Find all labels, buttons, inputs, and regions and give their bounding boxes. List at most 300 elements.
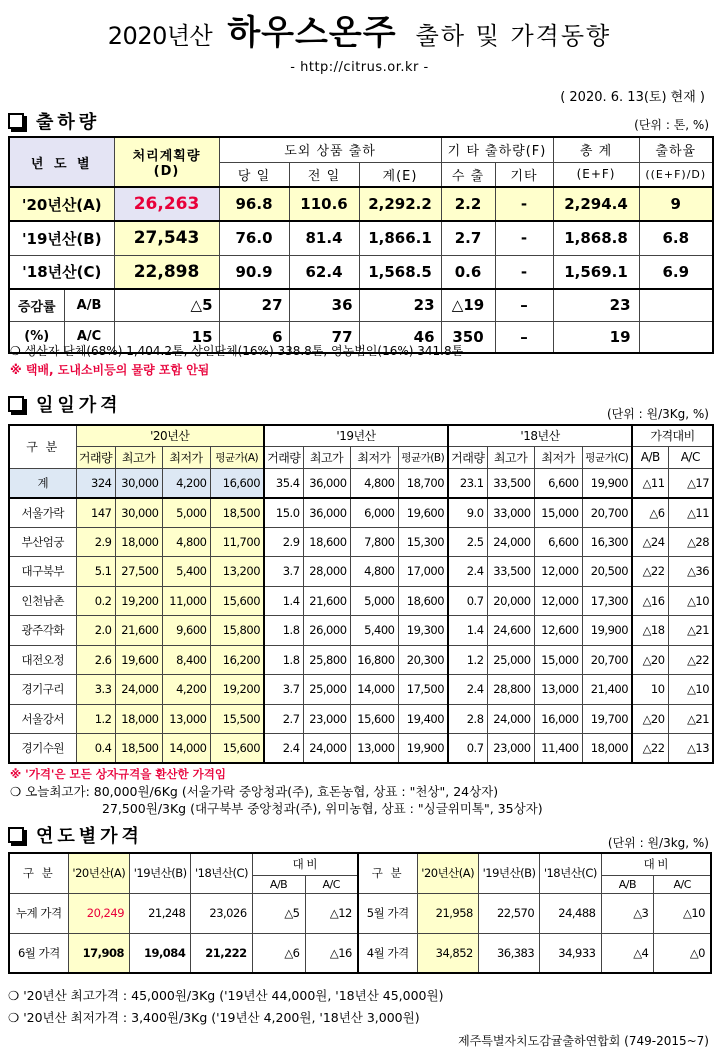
price-cell: 23,000	[487, 734, 534, 764]
yearly-h-a-r: '20년산(A)	[417, 853, 478, 893]
section-shipment-heading	[8, 108, 100, 134]
price-cell: 4,200	[162, 675, 210, 705]
price-cell: 13,000	[162, 704, 210, 734]
price-cell: 2.8	[448, 704, 487, 734]
header-ratio-sub: ((E+F)/D)	[639, 162, 713, 187]
price-cell: 3.7	[264, 557, 303, 587]
price-cell: 147	[76, 498, 115, 528]
yearly-a: 21,958	[417, 893, 478, 933]
price-cell: 15,500	[210, 704, 264, 734]
price-cell: 5,000	[350, 586, 398, 616]
price-cell: 11,700	[210, 527, 264, 557]
price-cell: 19,300	[398, 616, 448, 646]
checkbox-square-icon	[8, 396, 24, 412]
change-total: 23	[553, 289, 639, 321]
yearly-ac-value: △0	[654, 933, 711, 973]
today-high-note	[10, 782, 498, 800]
price-cell: 33,500	[487, 557, 534, 587]
section-title: 일일가격	[36, 395, 122, 416]
yearly-ab-value: △6	[252, 933, 305, 973]
row-export: 0.6	[441, 255, 495, 289]
market-name: 인천남촌	[9, 586, 76, 616]
price-cell: 10	[632, 675, 668, 705]
daily-subheader: A/B	[632, 446, 668, 468]
yearly-row-label: 누계 가격	[9, 893, 68, 933]
market-name: 서울강서	[9, 704, 76, 734]
daily-subheader: 최고가	[487, 446, 534, 468]
price-cell: 15,000	[534, 498, 582, 528]
row-prev: 62.4	[289, 255, 359, 289]
price-cell: 9.0	[448, 498, 487, 528]
circle-bullet-icon: ❍	[8, 1010, 24, 1025]
price-cell: 20,700	[582, 498, 632, 528]
price-cell: 18,600	[303, 527, 350, 557]
price-cell: 9,600	[162, 616, 210, 646]
footer-organization: 제주특별자치도감귤출하연합회 (749-2015~7)	[458, 1034, 709, 1048]
price-cell: 13,000	[534, 675, 582, 705]
price-cell: 2.4	[264, 734, 303, 764]
circle-bullet-icon: ❍	[8, 988, 24, 1003]
price-cell: 11,000	[162, 586, 210, 616]
yearly-h-b-r: '19년산(B)	[478, 853, 539, 893]
price-cell: △20	[632, 704, 668, 734]
daily-subheader: 평균가(C)	[582, 446, 632, 468]
season-low-note	[8, 1008, 420, 1026]
yearly-h-c: '18년산(C)	[191, 853, 252, 893]
change-unit: (%)	[9, 321, 64, 353]
table-row	[9, 704, 713, 734]
price-cell: 15.0	[264, 498, 303, 528]
price-cell: 4,800	[350, 468, 398, 498]
daily-subheader: 최저가	[534, 446, 582, 468]
price-cell: 20,300	[398, 645, 448, 675]
row-today: 76.0	[219, 221, 289, 255]
yearly-b: 21,248	[130, 893, 191, 933]
season-low-text: '20년산 최저가격 : 3,400원/3Kg ('19년산 4,200원, '18년산 3,000원)	[23, 1010, 420, 1025]
page-title	[0, 13, 719, 53]
price-cell: 18,000	[582, 734, 632, 764]
table-row	[9, 468, 713, 498]
price-cell: 5,400	[350, 616, 398, 646]
price-cell: 15,800	[210, 616, 264, 646]
price-cell: 0.2	[76, 586, 115, 616]
price-cell: 15,300	[398, 527, 448, 557]
price-cell: 17,000	[398, 557, 448, 587]
price-cell: △10	[668, 586, 713, 616]
yearly-ab-value: △5	[252, 893, 305, 933]
table-row	[9, 187, 713, 221]
price-cell: 2.9	[76, 527, 115, 557]
season-high-note	[8, 986, 443, 1004]
price-cell: 3.7	[264, 675, 303, 705]
yearly-b: 22,570	[478, 893, 539, 933]
price-cell: 5,000	[162, 498, 210, 528]
yearly-b: 36,383	[478, 933, 539, 973]
price-cell: △21	[668, 616, 713, 646]
section-daily-heading	[8, 391, 122, 417]
unit-label: (단위 : 톤, %)	[634, 118, 709, 132]
yearly-c: 23,026	[191, 893, 252, 933]
yearly-ab-value: △3	[601, 893, 654, 933]
price-cell: 1.8	[264, 645, 303, 675]
price-cell: △36	[668, 557, 713, 587]
price-cell: 2.5	[448, 527, 487, 557]
price-cell: △16	[632, 586, 668, 616]
row-sum: 1,568.5	[359, 255, 441, 289]
price-cell: 16,800	[350, 645, 398, 675]
price-cell: 16,000	[534, 704, 582, 734]
price-cell: 8,400	[162, 645, 210, 675]
table-row	[9, 255, 713, 289]
price-cell: 24,600	[487, 616, 534, 646]
producer-note	[10, 342, 463, 359]
price-cell: 5,400	[162, 557, 210, 587]
price-cell: 6,600	[534, 468, 582, 498]
table-row	[9, 557, 713, 587]
table-row	[9, 675, 713, 705]
yearly-ac: A/C	[305, 875, 358, 893]
row-total: 1,569.1	[553, 255, 639, 289]
yearly-ac-value: △12	[305, 893, 358, 933]
table-row	[9, 616, 713, 646]
row-plan: 26,263	[114, 187, 219, 221]
yearly-row-label: 5월 가격	[358, 893, 417, 933]
price-cell: 33,000	[487, 498, 534, 528]
change-sum: 46	[359, 321, 441, 353]
daily-col-group: 구 분	[9, 425, 76, 468]
price-cell: 14,000	[162, 734, 210, 764]
price-cell: △22	[632, 734, 668, 764]
price-note: ※ '가격'은 모든 상자규격을 환산한 가격임	[10, 767, 226, 781]
price-cell: 20,500	[582, 557, 632, 587]
price-cell: 1.4	[448, 616, 487, 646]
site-url[interactable]: - http://citrus.or.kr -	[290, 60, 429, 75]
table-row	[9, 527, 713, 557]
row-export: 2.7	[441, 221, 495, 255]
yearly-b: 19,084	[130, 933, 191, 973]
checkbox-square-icon	[8, 113, 24, 129]
change-label: 증감률	[9, 289, 64, 321]
row-total: 1,868.8	[553, 221, 639, 255]
header-plan-sub: (D)	[153, 164, 180, 179]
table-row	[9, 933, 711, 973]
header-domestic: 도외 상품 출하	[219, 137, 441, 162]
table-row	[9, 645, 713, 675]
daily-subheader: 최저가	[162, 446, 210, 468]
change-today: 6	[219, 321, 289, 353]
change-export: 350	[441, 321, 495, 353]
daily-year-a: '20년산	[76, 425, 264, 446]
table-row	[9, 586, 713, 616]
price-cell: 36,000	[303, 468, 350, 498]
delivery-note: ※ 택배, 도내소비등의 물량 포함 안됨	[10, 363, 210, 377]
price-cell: 3.3	[76, 675, 115, 705]
yearly-row-label: 6월 가격	[9, 933, 68, 973]
price-cell: 0.7	[448, 586, 487, 616]
row-sum: 2,292.2	[359, 187, 441, 221]
price-cell: 12,000	[534, 586, 582, 616]
price-cell: 11,400	[534, 734, 582, 764]
price-cell: 24,000	[303, 734, 350, 764]
market-name: 계	[9, 468, 76, 498]
change-sum: 23	[359, 289, 441, 321]
price-cell: 19,900	[582, 616, 632, 646]
price-cell: 33,500	[487, 468, 534, 498]
price-cell: 14,000	[350, 675, 398, 705]
price-cell: 7,800	[350, 527, 398, 557]
price-cell: 30,000	[115, 498, 162, 528]
daily-subheader: 최고가	[303, 446, 350, 468]
price-cell: 18,500	[210, 498, 264, 528]
daily-subheader: 최고가	[115, 446, 162, 468]
price-cell: 18,600	[398, 586, 448, 616]
yearly-ab-value: △4	[601, 933, 654, 973]
price-cell: 4,200	[162, 468, 210, 498]
price-cell: △21	[668, 704, 713, 734]
price-cell: 19,700	[582, 704, 632, 734]
yearly-ab-r: A/B	[601, 875, 654, 893]
price-cell: 19,900	[398, 734, 448, 764]
price-cell: 19,900	[582, 468, 632, 498]
change-prev: 77	[289, 321, 359, 353]
price-cell: 2.6	[76, 645, 115, 675]
price-cell: 25,000	[303, 675, 350, 705]
table-row	[9, 221, 713, 255]
price-cell: 17,300	[582, 586, 632, 616]
price-cell: 21,400	[582, 675, 632, 705]
price-cell: 23,000	[303, 704, 350, 734]
price-cell: 28,000	[303, 557, 350, 587]
row-ratio: 6.8	[639, 221, 713, 255]
price-cell: 1.2	[448, 645, 487, 675]
change-ratio	[639, 289, 713, 321]
price-cell: 26,000	[303, 616, 350, 646]
section-title: 출하량	[36, 112, 101, 133]
price-cell: △6	[632, 498, 668, 528]
daily-subheader: 평균가(B)	[398, 446, 448, 468]
price-cell: 1.8	[264, 616, 303, 646]
price-cell: 27,500	[115, 557, 162, 587]
price-cell: 15,000	[534, 645, 582, 675]
price-cell: 24,000	[115, 675, 162, 705]
change-etc: –	[495, 321, 553, 353]
change-total: 19	[553, 321, 639, 353]
change-plan: △5	[114, 289, 219, 321]
circle-bullet-icon: ❍	[10, 784, 26, 799]
yearly-ac-value: △16	[305, 933, 358, 973]
price-cell: 1.2	[76, 704, 115, 734]
table-row	[9, 498, 713, 528]
price-cell: 25,800	[303, 645, 350, 675]
as-of-date: ( 2020. 6. 13(토) 현재 )	[560, 90, 705, 105]
market-name: 부산엄궁	[9, 527, 76, 557]
change-ab-label: A/B	[64, 289, 114, 321]
header-plan-label: 처리계획량	[132, 149, 201, 164]
market-name: 경기수원	[9, 734, 76, 764]
header-prev: 전 일	[289, 162, 359, 187]
table-row	[9, 893, 711, 933]
header-export: 수 출	[441, 162, 495, 187]
row-year: '18년산(C)	[9, 255, 114, 289]
row-etc: -	[495, 221, 553, 255]
unit-label: (단위 : 원/3Kg, %)	[606, 407, 709, 421]
change-ratio	[639, 321, 713, 353]
yearly-a: 20,249	[68, 893, 129, 933]
change-export: △19	[441, 289, 495, 321]
price-cell: △24	[632, 527, 668, 557]
price-cell: △28	[668, 527, 713, 557]
producer-note-text: 생산자 단체(68%) 1,404.2톤, 상인단체(16%) 338.8톤, 영농법인(16%) 341.8톤	[24, 344, 464, 358]
price-cell: 25,000	[487, 645, 534, 675]
section-title: 연도별가격	[36, 826, 143, 847]
yearly-h-c-r: '18년산(C)	[540, 853, 601, 893]
market-name: 대구북부	[9, 557, 76, 587]
row-today: 96.8	[219, 187, 289, 221]
price-cell: 28,800	[487, 675, 534, 705]
price-cell: 15,600	[210, 586, 264, 616]
price-cell: 4,800	[350, 557, 398, 587]
row-prev: 81.4	[289, 221, 359, 255]
price-cell: 5.1	[76, 557, 115, 587]
yearly-ab: A/B	[252, 875, 305, 893]
price-cell: 0.7	[448, 734, 487, 764]
price-cell: △20	[632, 645, 668, 675]
price-cell: 2.4	[448, 557, 487, 587]
price-cell: 18,500	[115, 734, 162, 764]
price-cell: 20,700	[582, 645, 632, 675]
market-name: 대전오정	[9, 645, 76, 675]
change-etc: –	[495, 289, 553, 321]
row-prev: 110.6	[289, 187, 359, 221]
yearly-col-group: 구 분	[9, 853, 68, 893]
yearly-a: 17,908	[68, 933, 129, 973]
daily-year-c: '18년산	[448, 425, 632, 446]
price-cell: △17	[668, 468, 713, 498]
price-cell: △22	[632, 557, 668, 587]
price-cell: △11	[668, 498, 713, 528]
yearly-ac-value: △10	[654, 893, 711, 933]
row-ratio: 9	[639, 187, 713, 221]
price-cell: 18,700	[398, 468, 448, 498]
row-plan: 27,543	[114, 221, 219, 255]
daily-subheader: 최저가	[350, 446, 398, 468]
header-ratio: 출하율	[639, 137, 713, 162]
yearly-c: 24,488	[540, 893, 601, 933]
price-cell: 18,000	[115, 527, 162, 557]
yearly-compare-r: 대 비	[601, 853, 711, 875]
price-cell: 324	[76, 468, 115, 498]
today-high-text: 오늘최고가: 80,000원/6Kg (서울가락 중앙청과(주), 효돈농협, 상표 : "천상", 24상자)	[25, 784, 499, 799]
price-cell: 16,600	[210, 468, 264, 498]
header-plan	[114, 137, 219, 187]
daily-subheader: 거래량	[264, 446, 303, 468]
row-year: '19년산(B)	[9, 221, 114, 255]
shipment-table	[8, 136, 714, 354]
price-cell: 36,000	[303, 498, 350, 528]
price-cell: 19,600	[398, 498, 448, 528]
price-cell: 17,500	[398, 675, 448, 705]
yearly-row-label: 4월 가격	[358, 933, 417, 973]
price-cell: 30,000	[115, 468, 162, 498]
table-row	[9, 734, 713, 764]
price-cell: 19,600	[115, 645, 162, 675]
price-cell: △11	[632, 468, 668, 498]
price-cell: 2.4	[448, 675, 487, 705]
price-cell: 6,000	[350, 498, 398, 528]
price-cell: 19,400	[398, 704, 448, 734]
yearly-col-group-r: 구 분	[358, 853, 417, 893]
title-subtitle: 출하 및 가격동향	[415, 22, 612, 50]
section-yearly-heading	[8, 822, 143, 848]
price-cell: 19,200	[210, 675, 264, 705]
row-year: '20년산(A)	[9, 187, 114, 221]
row-export: 2.2	[441, 187, 495, 221]
yearly-h-a: '20년산(A)	[68, 853, 129, 893]
change-ac-label: A/C	[64, 321, 114, 353]
header-etc: 기타	[495, 162, 553, 187]
price-cell: 16,200	[210, 645, 264, 675]
change-today: 27	[219, 289, 289, 321]
daily-subheader: 평균가(A)	[210, 446, 264, 468]
price-cell: 0.4	[76, 734, 115, 764]
daily-price-table	[8, 424, 714, 764]
title-year: 2020년산	[107, 22, 213, 50]
price-cell: 6,600	[534, 527, 582, 557]
row-ratio: 6.9	[639, 255, 713, 289]
price-cell: 2.0	[76, 616, 115, 646]
price-cell: 4,800	[162, 527, 210, 557]
daily-year-b: '19년산	[264, 425, 448, 446]
yearly-c: 34,933	[540, 933, 601, 973]
price-cell: 35.4	[264, 468, 303, 498]
circle-bullet-icon: ❍	[10, 344, 25, 358]
header-today: 당 일	[219, 162, 289, 187]
market-name: 경기구리	[9, 675, 76, 705]
yearly-a: 34,852	[417, 933, 478, 973]
yearly-ac-r: A/C	[654, 875, 711, 893]
price-cell: 12,000	[534, 557, 582, 587]
change-prev: 36	[289, 289, 359, 321]
change-plan: 15	[114, 321, 219, 353]
today-high-note-2: 27,500원/3Kg (대구북부 중앙청과(주), 위미농협, 상표 : "싱글위미톡", 35상자)	[102, 801, 543, 816]
price-cell: △10	[668, 675, 713, 705]
row-today: 90.9	[219, 255, 289, 289]
yearly-c: 21,222	[191, 933, 252, 973]
price-cell: 15,600	[350, 704, 398, 734]
price-cell: 12,600	[534, 616, 582, 646]
yearly-price-table	[8, 852, 712, 974]
market-name: 광주각화	[9, 616, 76, 646]
daily-subheader: 거래량	[448, 446, 487, 468]
price-cell: 21,600	[115, 616, 162, 646]
price-cell: 23.1	[448, 468, 487, 498]
row-etc: -	[495, 187, 553, 221]
price-cell: 1.4	[264, 586, 303, 616]
price-cell: △18	[632, 616, 668, 646]
price-cell: 2.7	[264, 704, 303, 734]
row-total: 2,294.4	[553, 187, 639, 221]
daily-subheader: A/C	[668, 446, 713, 468]
daily-compare: 가격대비	[632, 425, 713, 446]
row-plan: 22,898	[114, 255, 219, 289]
checkbox-square-icon	[8, 827, 24, 843]
price-cell: 21,600	[303, 586, 350, 616]
price-cell: △22	[668, 645, 713, 675]
daily-subheader: 거래량	[76, 446, 115, 468]
price-cell: 19,200	[115, 586, 162, 616]
price-cell: △13	[668, 734, 713, 764]
price-cell: 18,000	[115, 704, 162, 734]
